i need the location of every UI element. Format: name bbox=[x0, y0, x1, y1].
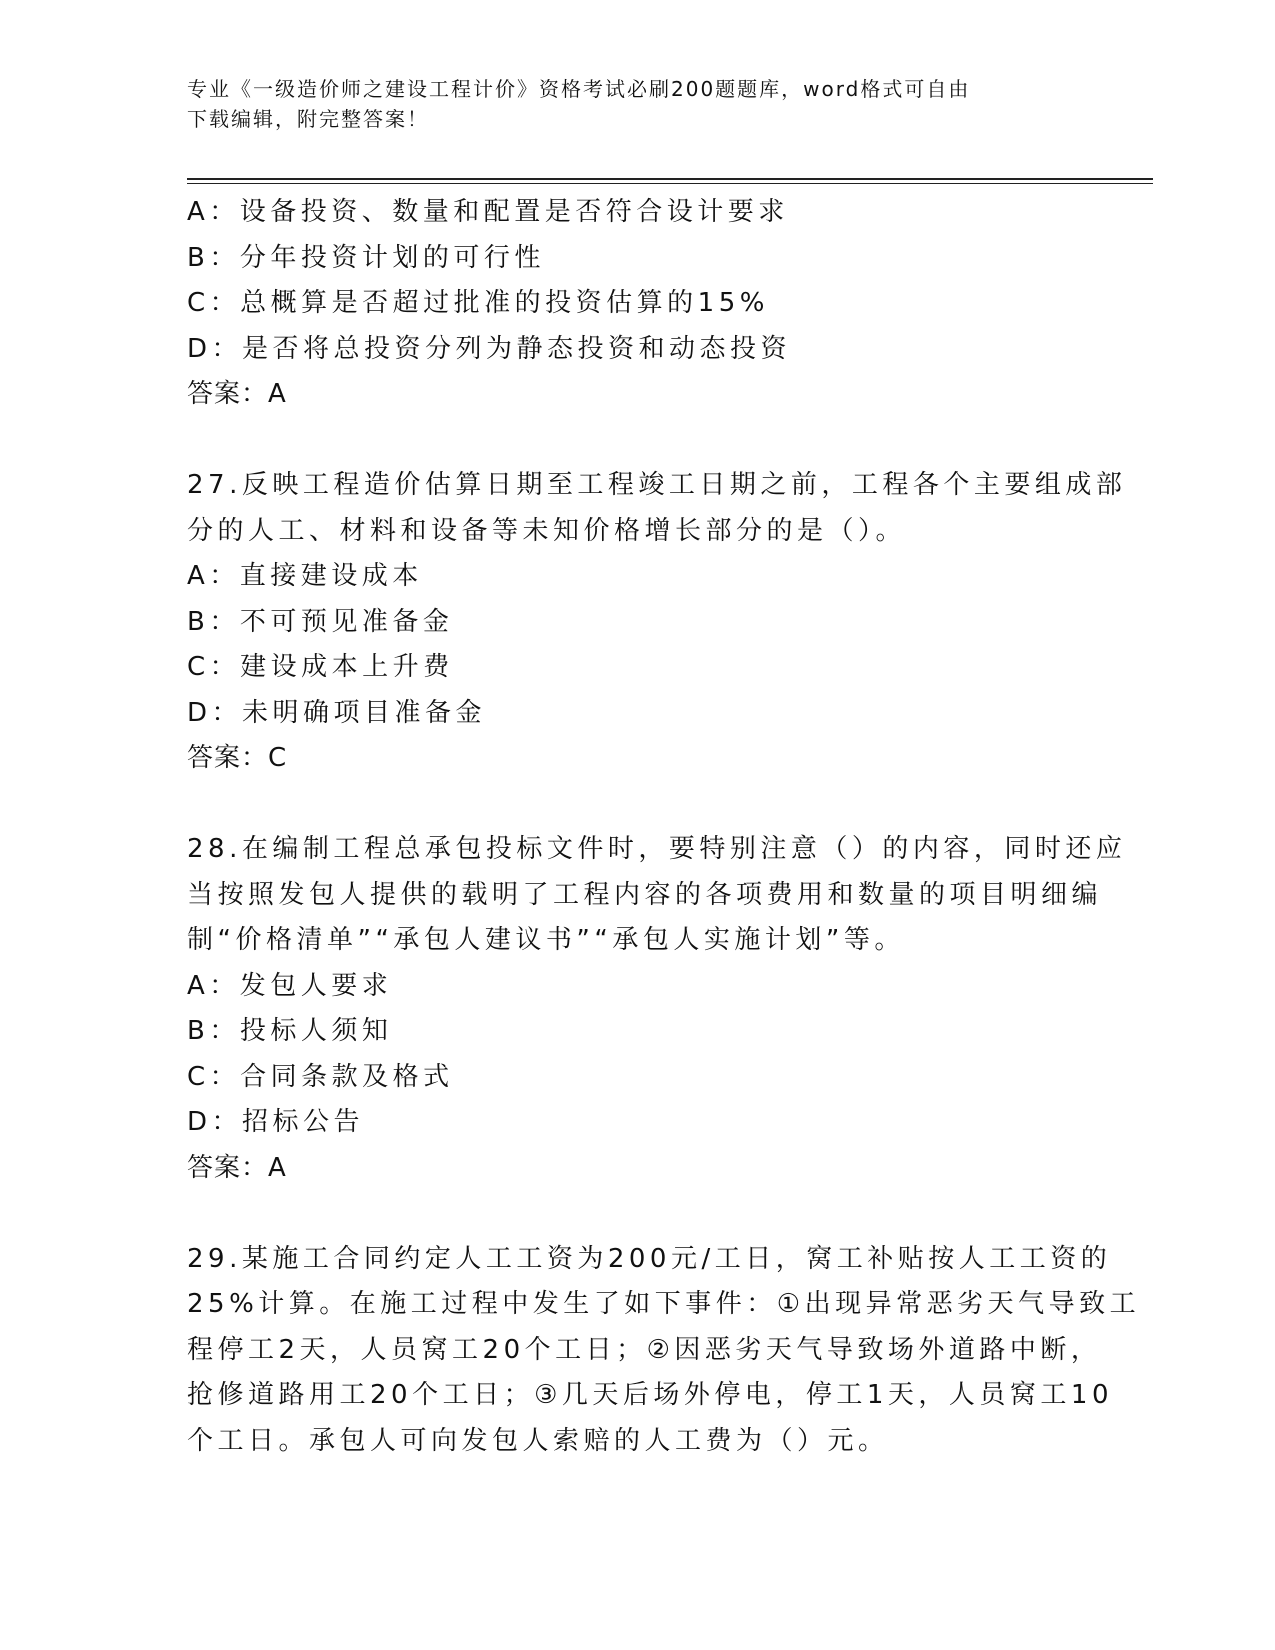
q29-stem-line-5: 个工日。承包人可向发包人索赔的人工费为（）元。 bbox=[187, 1425, 889, 1456]
q29-stem-line-2: 25%计算。在施工过程中发生了如下事件：①出现异常恶劣天气导致工 bbox=[187, 1289, 1141, 1319]
q27-answer: 答案：C bbox=[187, 743, 288, 773]
header-line-1: 专业《一级造价师之建设工程计价》资格考试必刷200题题库，word格式可自由 bbox=[187, 77, 971, 101]
q28-answer: 答案：A bbox=[187, 1152, 287, 1183]
q27-option-d: D：未明确项目准备金 bbox=[187, 697, 487, 728]
page-header bbox=[187, 74, 1087, 134]
question-26 bbox=[187, 190, 1107, 418]
q26-option-c: C：总概算是否超过批准的投资估算的15% bbox=[187, 288, 769, 318]
question-27 bbox=[187, 463, 1127, 782]
q28-stem-line-1: 28.在编制工程总承包投标文件时，要特别注意（）的内容，同时还应 bbox=[187, 834, 1127, 864]
q27-option-b: B：不可预见准备金 bbox=[187, 606, 454, 637]
q27-option-a: A：直接建设成本 bbox=[187, 561, 423, 591]
q29-stem-line-1: 29.某施工合同约定人工工资为200元/工日，窝工补贴按人工工资的 bbox=[187, 1243, 1112, 1274]
spacer bbox=[187, 418, 1107, 464]
q29-stem-line-4: 抢修道路用工20个工日；③几天后场外停电，停工1天，人员窝工10 bbox=[187, 1380, 1114, 1410]
spacer bbox=[187, 1191, 1107, 1237]
q27-stem-line-1: 27.反映工程造价估算日期至工程竣工日期之前，工程各个主要组成部 bbox=[187, 470, 1127, 500]
question-29 bbox=[187, 1237, 1141, 1465]
q26-option-d: D：是否将总投资分列为静态投资和动态投资 bbox=[187, 333, 792, 364]
q29-stem-line-3: 程停工2天，人员窝工20个工日；②因恶劣天气导致场外道路中断， bbox=[187, 1334, 1102, 1365]
q28-stem-line-2: 当按照发包人提供的载明了工程内容的各项费用和数量的项目明细编 bbox=[187, 879, 1103, 910]
q26-answer: 答案：A bbox=[187, 379, 287, 409]
q28-option-d: D：招标公告 bbox=[187, 1107, 365, 1137]
q27-option-c: C：建设成本上升费 bbox=[187, 652, 454, 682]
q26-option-b: B：分年投资计划的可行性 bbox=[187, 242, 545, 273]
spacer bbox=[187, 782, 1107, 828]
document-body bbox=[187, 190, 1141, 1464]
q28-option-a: A：发包人要求 bbox=[187, 970, 393, 1001]
question-28 bbox=[187, 827, 1127, 1191]
header-rule bbox=[187, 178, 1153, 184]
q28-option-c: C：合同条款及格式 bbox=[187, 1061, 454, 1092]
q26-option-a: A：设备投资、数量和配置是否符合设计要求 bbox=[187, 197, 789, 227]
header-line-2: 下载编辑，附完整答案！ bbox=[187, 107, 429, 131]
q28-stem-line-3: 制“价格清单”“承包人建议书”“承包人实施计划”等。 bbox=[187, 925, 905, 955]
q28-option-b: B：投标人须知 bbox=[187, 1016, 393, 1046]
q27-stem-line-2: 分的人工、材料和设备等未知价格增长部分的是（）。 bbox=[187, 515, 907, 546]
